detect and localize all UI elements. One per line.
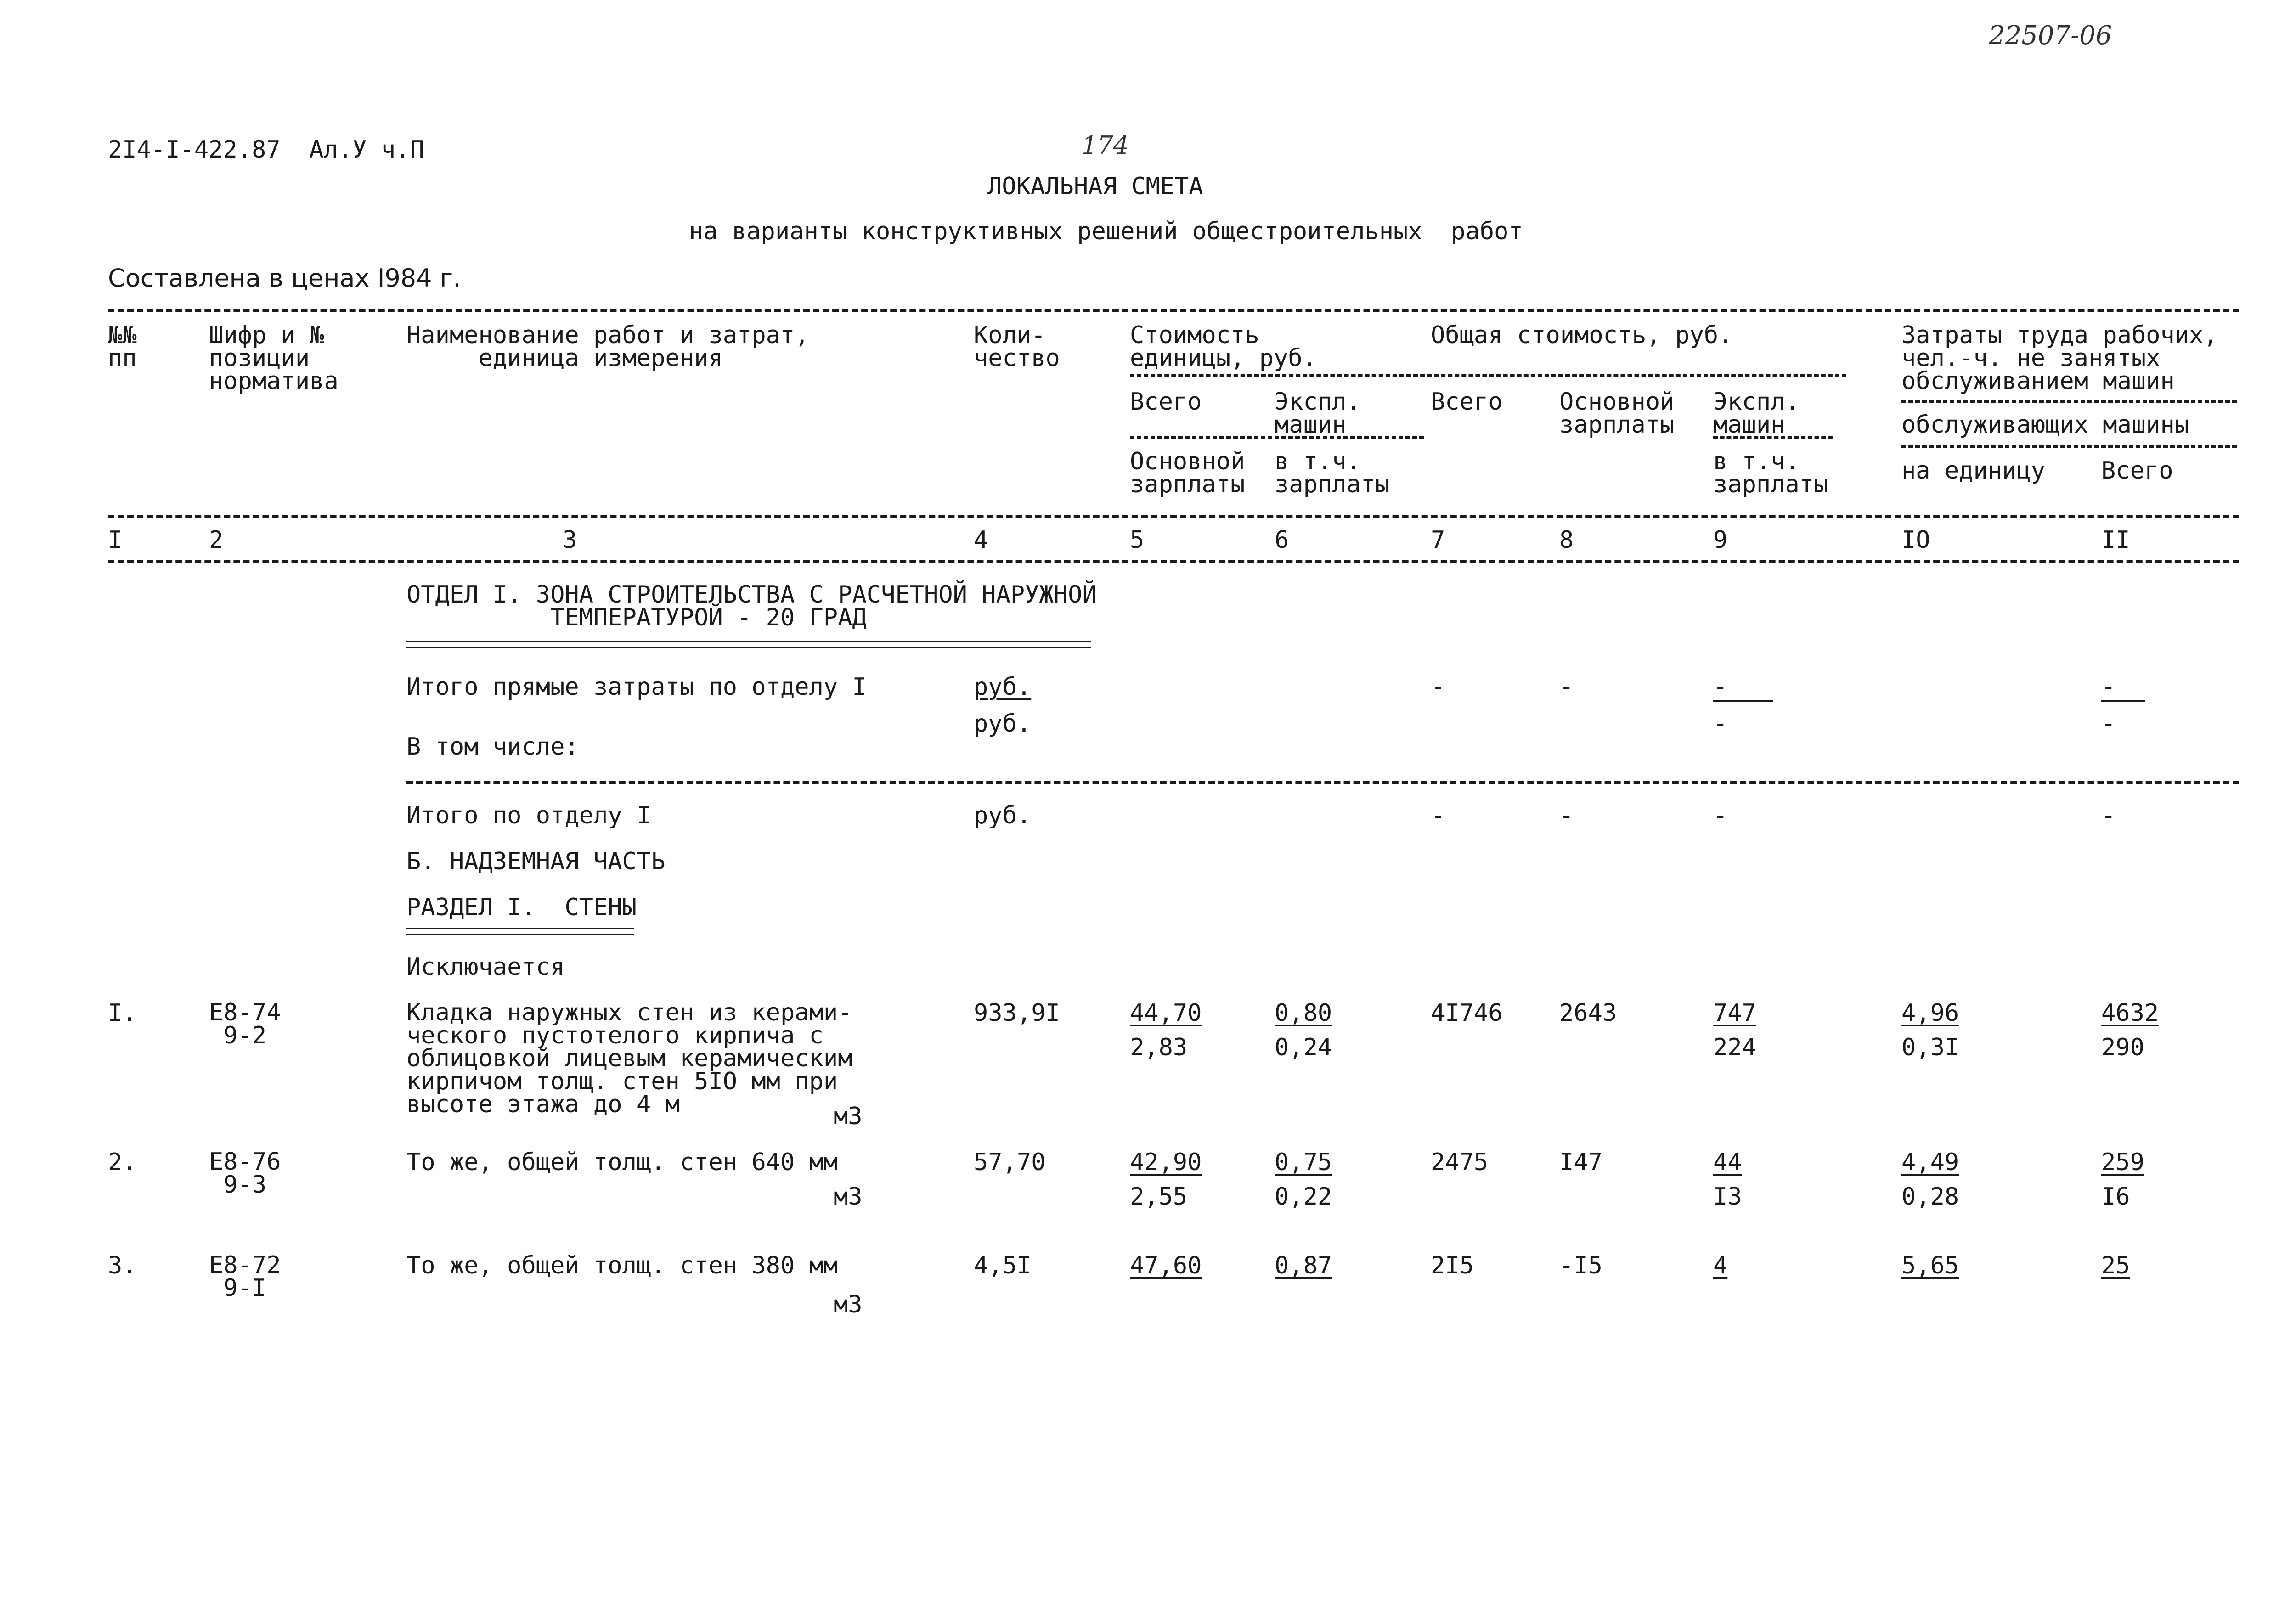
row-3-total-wages: -I5	[1559, 1252, 1602, 1279]
row-2-total-machines: 44	[1713, 1149, 1742, 1176]
header-labor-machines: обслуживающих машины	[1901, 411, 2189, 439]
header-total-cost: Общая стоимость, руб.	[1431, 321, 1733, 349]
row-1-labor-per-unit: 4,96	[1901, 999, 1959, 1027]
column-number-7: 7	[1431, 526, 1445, 554]
section-total-dash-7: -	[1431, 802, 1445, 829]
row-3-total: 2I5	[1431, 1252, 1474, 1279]
column-number-10: IO	[1901, 526, 1930, 554]
column-number-1: I	[108, 526, 123, 554]
column-number-9: 9	[1713, 526, 1728, 554]
row-1-labor-total-machines: 290	[2101, 1034, 2144, 1061]
row-1-unit-machine-wages: 0,24	[1275, 1034, 1332, 1061]
row-2-labor-per-unit: 4,49	[1901, 1149, 1959, 1176]
direct-costs-label: Итого прямые затраты по отделу I	[406, 673, 867, 701]
header-sub-rule-labor	[1901, 400, 2237, 403]
direct-labor-dash: -	[2101, 673, 2116, 701]
section-title-rule	[406, 641, 1091, 648]
row-1-number: I.	[108, 999, 137, 1027]
direct-total-dash: -	[1431, 673, 1445, 701]
row-2-unit-machine-wages: 0,22	[1275, 1183, 1332, 1211]
header-total-wages: Основной зарплаты	[1559, 388, 1675, 439]
column-number-11: II	[2101, 526, 2130, 554]
direct-machines-underline	[1713, 700, 1773, 702]
row-2-total-machine-wages: I3	[1713, 1183, 1742, 1211]
section-total-dash-9: -	[1713, 802, 1728, 829]
column-number-2: 2	[209, 526, 224, 554]
row-1-total-machine-wages: 224	[1713, 1034, 1756, 1061]
direct-machine-wages-dash: -	[1713, 710, 1728, 738]
row-1-unit-total: 44,70	[1130, 999, 1202, 1027]
row-1-unit-wages: 2,83	[1130, 1034, 1188, 1061]
section-title: ОТДЕЛ I. ЗОНА СТРОИТЕЛЬСТВА С РАСЧЕТНОЙ НАРУЖНОЙ ТЕМПЕРАТУРОЙ - 20 ГРАД	[406, 581, 1097, 631]
direct-machines-dash: -	[1713, 673, 1728, 701]
row-2-unit-machines: 0,75	[1275, 1149, 1332, 1176]
column-number-3: 3	[563, 526, 577, 554]
row-2-unit-total: 42,90	[1130, 1149, 1202, 1176]
row-2-total-wages: I47	[1559, 1149, 1602, 1176]
header-labor-per-unit: на единицу	[1901, 457, 2046, 484]
header-unit-total: Всего	[1130, 388, 1202, 416]
section-total-unit: руб.	[974, 802, 1032, 829]
row-3-unit-machines: 0,87	[1275, 1252, 1332, 1279]
direct-labor-wages-dash: -	[2101, 710, 2116, 738]
section-total-rule	[406, 781, 2239, 784]
row-2-name: То же, общей толщ. стен 640 мм	[406, 1149, 838, 1176]
row-1-unit-machines: 0,80	[1275, 999, 1332, 1027]
header-unit-cost: Стоимость единицы, руб.	[1130, 321, 1317, 372]
row-3-unit-total: 47,60	[1130, 1252, 1202, 1279]
row-3-quantity: 4,5I	[974, 1252, 1032, 1279]
header-unit-machine-wages: в т.ч. зарплаты	[1275, 448, 1390, 498]
page-subtitle: на варианты конструктивных решений общестроительных работ	[689, 218, 1523, 245]
handwritten-code: 22507-06	[1989, 21, 2112, 51]
column-number-4: 4	[974, 526, 988, 554]
direct-costs-unit-2: руб.	[974, 710, 1032, 738]
header-unit-wages: Основной зарплаты	[1130, 448, 1245, 498]
header-total-machines: Экспл. машин	[1713, 388, 1800, 439]
header-number: №№ пп	[108, 321, 137, 372]
including-label: В том числе:	[406, 733, 579, 760]
row-1-name: Кладка наружных стен из керами- ческого пустотелого кирпича с облицовкой лицевым керамическим кирпичом толщ. стен 5IO мм при высоте этажа до 4 м	[406, 999, 852, 1118]
header-unit-machines: Экспл. машин	[1275, 388, 1361, 439]
row-3-labor-per-unit: 5,65	[1901, 1252, 1959, 1279]
header-mid-rule-labor	[1901, 445, 2237, 448]
razdel-heading: РАЗДЕЛ I. СТЕНЫ	[406, 894, 637, 921]
row-1-unit: м3	[834, 1103, 863, 1130]
header-labor-total: Всего	[2101, 457, 2173, 484]
razdel-rule	[406, 928, 634, 935]
row-3-labor-total: 25	[2101, 1252, 2130, 1279]
row-1-labor-per-unit-machines: 0,3I	[1901, 1034, 1959, 1061]
row-1-code: Е8-74 9-2	[209, 999, 281, 1049]
column-number-6: 6	[1275, 526, 1289, 554]
header-sub-rule-cost	[1130, 374, 1846, 377]
row-1-total-wages: 2643	[1559, 999, 1617, 1027]
row-2-number: 2.	[108, 1149, 137, 1176]
row-2-unit-wages: 2,55	[1130, 1183, 1188, 1211]
row-1-quantity: 933,9I	[974, 999, 1060, 1027]
row-1-total: 4I746	[1431, 999, 1503, 1027]
row-3-total-machines: 4	[1713, 1252, 1728, 1279]
row-2-code: Е8-76 9-3	[209, 1148, 281, 1199]
row-2-labor-per-unit-machines: 0,28	[1901, 1183, 1959, 1211]
page-number: 174	[1082, 131, 1129, 160]
section-total-dash-8: -	[1559, 802, 1574, 829]
header-total-machine-wages: в т.ч. зарплаты	[1713, 448, 1828, 498]
direct-costs-unit: руб.	[974, 673, 1032, 701]
colnum-bottom-rule	[108, 560, 2239, 563]
header-bottom-rule	[108, 515, 2239, 518]
direct-labor-underline	[2101, 700, 2145, 702]
part-b-heading: Б. НАДЗЕМНАЯ ЧАСТЬ	[406, 848, 666, 875]
header-top-rule	[108, 309, 2239, 312]
row-3-code: Е8-72 9-I	[209, 1251, 281, 1302]
excluded-label: Исключается	[406, 953, 565, 981]
header-code: Шифр и № позиции норматива	[209, 321, 338, 395]
section-total-label: Итого по отделу I	[406, 802, 651, 829]
row-3-name: То же, общей толщ. стен 380 мм	[406, 1252, 838, 1279]
document-reference: 2I4-I-422.87 Ал.У ч.П	[108, 136, 424, 163]
row-2-labor-total-machines: I6	[2101, 1183, 2130, 1211]
row-2-labor-total: 259	[2101, 1149, 2144, 1176]
page-title: ЛОКАЛЬНАЯ СМЕТА	[987, 173, 1203, 200]
prices-note: Составлена в ценах I984 г.	[108, 264, 461, 293]
section-total-dash-11: -	[2101, 802, 2116, 829]
row-3-unit: м3	[834, 1291, 863, 1318]
column-number-8: 8	[1559, 526, 1574, 554]
header-labor: Затраты труда рабочих, чел.-ч. не занятых обслуживанием машин	[1901, 321, 2218, 395]
header-quantity: Коли- чество	[974, 321, 1060, 372]
header-name: Наименование работ и затрат, единица измерения	[406, 321, 809, 372]
header-total-all: Всего	[1431, 388, 1503, 416]
row-3-number: 3.	[108, 1252, 137, 1279]
direct-wages-dash: -	[1559, 673, 1574, 701]
row-2-quantity: 57,70	[974, 1149, 1046, 1176]
row-2-total: 2475	[1431, 1149, 1489, 1176]
row-1-labor-total: 4632	[2101, 999, 2159, 1027]
row-1-total-machines: 747	[1713, 999, 1756, 1027]
row-2-unit: м3	[834, 1183, 863, 1211]
column-number-5: 5	[1130, 526, 1145, 554]
